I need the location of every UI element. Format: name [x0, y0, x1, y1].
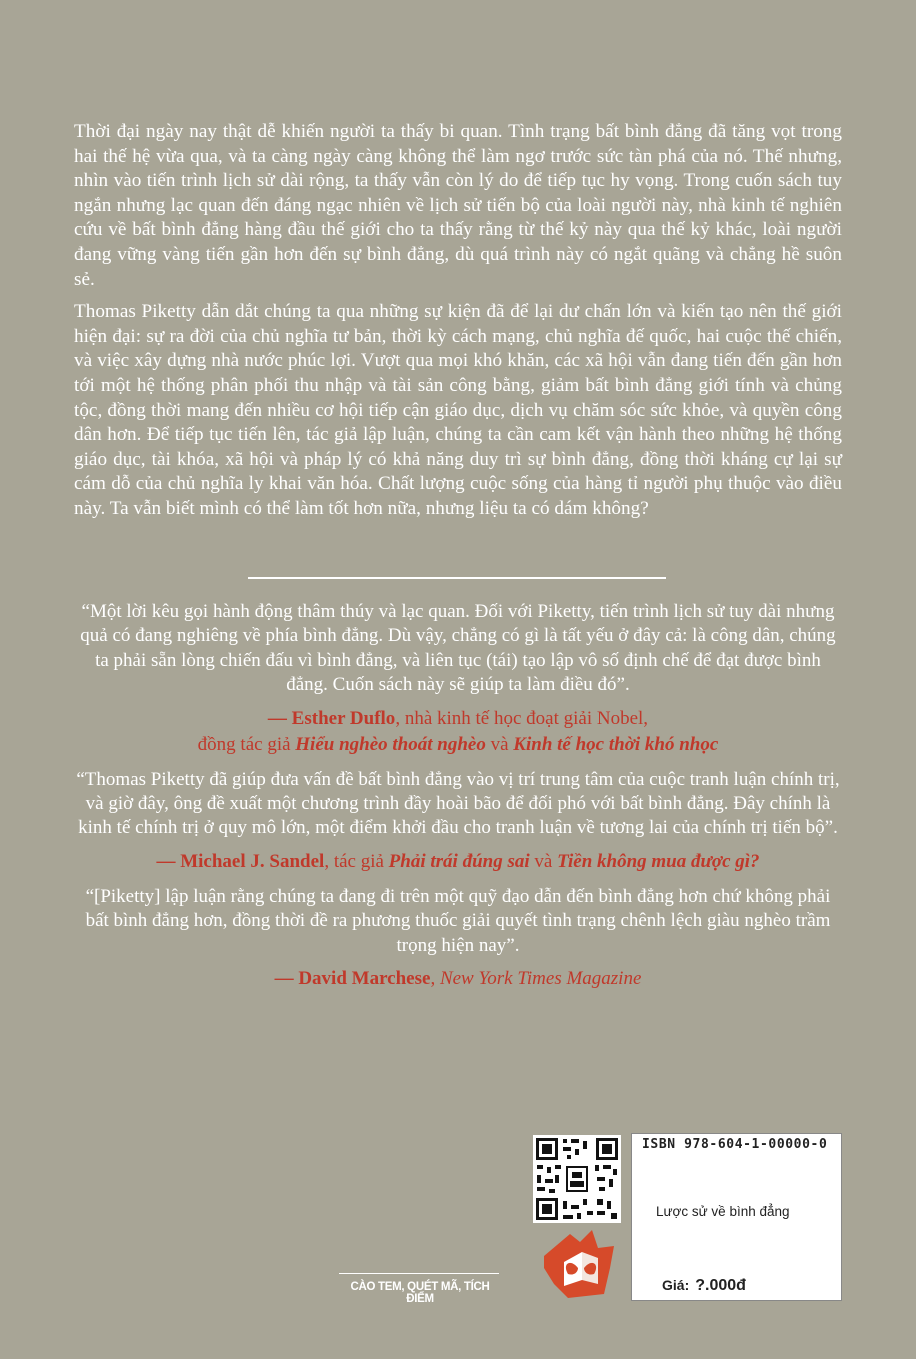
quote-text: “Một lời kêu gọi hành động thâm thúy và lạc quan. Đối với Piketty, tiến trình lịch sử tuy dài nhưng quả có đang nghiêng về phía bình đẳng. Dù vậy, chẳng có gì là tất yếu ở đây cả: là công dân, chúng ta phải sẵn lòng chiến đấu vì bình đẳng, và liên tục (tái) tạo lập vô số định chế để đạt được bình đẳng. Cuốn sách này sẽ giúp ta làm điều đó”. [80, 601, 836, 696]
quote-attribution [74, 849, 842, 875]
quote-author: — David Marchese [274, 968, 431, 990]
isbn-book-title: Lược sử về bình đẳng [656, 1204, 790, 1219]
quote-work: Tiền không mua được gì? [557, 850, 760, 872]
price [662, 1277, 746, 1295]
isbn-label [631, 1133, 842, 1301]
quote-role: , [430, 968, 440, 990]
price-label: Giá: [662, 1277, 690, 1293]
quote-work: Hiểu nghèo thoát nghèo [295, 733, 486, 755]
quote-conjunction: và [485, 733, 514, 755]
scratch-scan-label: CÀO TEM, QUÉT MÃ, TÍCH ĐIỂM [350, 1281, 490, 1305]
quote-role: , nhà kinh tế học đoạt giải Nobel, [395, 707, 649, 729]
back-cover-blurb [74, 120, 842, 530]
stamp-divider [339, 1273, 499, 1274]
price-value: ?.000đ [695, 1277, 746, 1294]
qr-code-icon[interactable] [533, 1135, 621, 1223]
quote-text: “Thomas Piketty đã giúp đưa vấn đề bất bình đẳng vào vị trí trung tâm của cuộc tranh luận chính trị, và giờ đây, ông đề xuất một chương trình đầy hoài bão để đối phó với bất bình đẳng. Đây chính là kinh tế chính trị ở quy mô lớn, một điểm khởi đầu cho tranh luận về tương lai của chính trị tiến bộ”. [76, 768, 840, 839]
publisher-logo-icon [540, 1228, 618, 1300]
blurb-paragraph-1: Thời đại ngày nay thật dễ khiến người ta thấy bi quan. Tình trạng bất bình đẳng đã tăng vọt trong hai thế hệ vừa qua, và ta càng ngày càng không thể làm ngơ trước sức tàn phá của nó. Thế nhưng, nhìn vào tiến trình lịch sử dài rộng, ta thấy vẫn còn lý do để tiếp tục hy vọng. Trong cuốn sách tuy ngắn nhưng lạc quan đến đáng ngạc nhiên về lịch sử tiến bộ của loài người này, nhà kinh tế nghiên cứu về bất bình đẳng hàng đầu thế giới cho ta thấy rằng từ thế kỷ này qua thế kỷ khác, loài người đang vững vàng tiến gần hơn đến sự bình đẳng, dù quá trình này có ngắt quãng và chẳng hề suôn sẻ. [74, 121, 842, 290]
quote-work: New York Times Magazine [439, 968, 642, 990]
quote-attribution [74, 706, 842, 758]
review-quotes [74, 600, 842, 1002]
quote-role-line2: đồng tác giả [197, 733, 296, 755]
quote-author: — Michael J. Sandel [156, 850, 325, 872]
quote-conjunction: và [529, 850, 558, 872]
quote-author: — Esther Duflo [267, 707, 396, 729]
divider-rule [248, 577, 666, 579]
quote-work: Kinh tế học thời khó nhọc [513, 733, 719, 755]
isbn-number: ISBN 978-604-1-00000-0 [642, 1137, 828, 1152]
quote-text: “[Piketty] lập luận rằng chúng ta đang đi trên một quỹ đạo dẫn đến bình đẳng hơn chứ không phải bất bình đẳng hơn, đồng thời đề ra phương thuốc giải quyết tình trạng chênh lệch giàu nghèo trầm trọng hiện nay”. [85, 885, 831, 956]
quote-role: , tác giả [324, 850, 389, 872]
blurb-paragraph-2: Thomas Piketty dẫn dắt chúng ta qua những sự kiện đã để lại dư chấn lớn và kiến tạo nên thế giới hiện đại: sự ra đời của chủ nghĩa tư bản, thời kỳ cách mạng, chủ nghĩa đế quốc, hai cuộc thế chiến, và việc xây dựng nhà nước phúc lợi. Vượt qua mọi khó khăn, các xã hội vẫn đang tiến đến gần hơn tới một hệ thống phân phối thu nhập và tài sản công bằng, giảm bất bình đẳng giới tính và chủng tộc, đồng thời mang đến nhiều cơ hội tiếp cận giáo dục, dịch vụ chăm sóc sức khỏe, và quyền công dân hơn. Để tiếp tục tiến lên, tác giả lập luận, chúng ta cần cam kết vận hành theo những hệ thống giáo dục, tài khóa, xã hội và pháp lý có khả năng duy trì sự bình đẳng, đồng thời kháng cự lại sự cám dỗ của chủ nghĩa ly khai văn hóa. Chất lượng cuộc sống của hàng tỉ người phụ thuộc vào điều này. Ta vẫn biết mình có thể làm tốt hơn nữa, nhưng liệu ta có dám không? [74, 301, 842, 519]
quote-work: Phải trái đúng sai [388, 850, 530, 872]
quote-attribution [74, 966, 842, 992]
